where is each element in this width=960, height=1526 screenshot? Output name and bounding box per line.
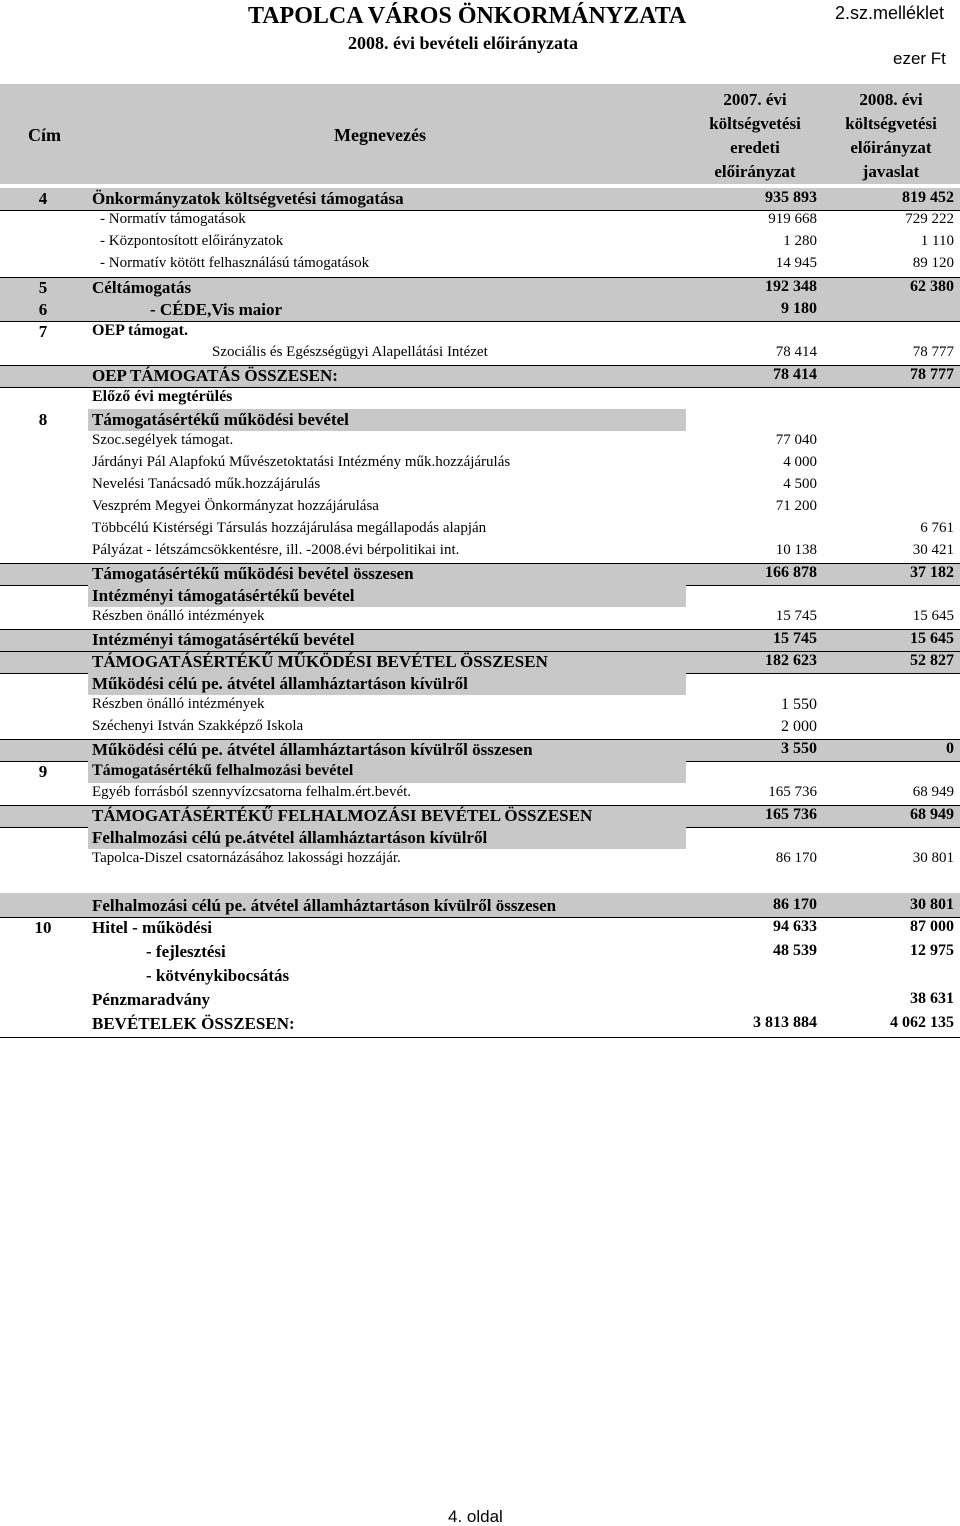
value-2008-cell: 30 421 <box>912 542 954 558</box>
value-2007-cell: 86 170 <box>775 850 817 866</box>
value-2008-cell: 78 777 <box>912 344 954 360</box>
cim-cell: 4 <box>38 189 48 208</box>
cim-cell: 6 <box>38 300 48 319</box>
value-2007-cell: 1 280 <box>783 233 817 249</box>
column-header-name: Megnevezés <box>334 125 426 145</box>
value-2007-cell: 78 414 <box>773 366 817 383</box>
value-2007-cell: 77 040 <box>775 432 817 448</box>
unit-label: ezer Ft <box>893 49 946 68</box>
value-2008-cell: 15 645 <box>910 630 954 647</box>
name-cell: - Központosított előirányzatok <box>100 233 284 249</box>
cim-cell: 8 <box>38 410 48 429</box>
value-2007-cell: 4 000 <box>783 454 817 470</box>
column-header-2008-l4: javaslat <box>862 162 920 181</box>
value-2007-cell: 935 893 <box>765 189 817 206</box>
value-2008-cell: 0 <box>946 740 954 757</box>
value-2007-cell: 4 500 <box>783 476 817 492</box>
value-2007-cell: 192 348 <box>765 278 817 295</box>
column-header-2008-l2: költségvetési <box>845 114 937 133</box>
value-2007-cell: 165 736 <box>768 784 817 800</box>
name-cell: Támogatásértékű felhalmozási bevétel <box>92 762 354 779</box>
name-cell: Részben önálló intézmények <box>92 696 265 712</box>
column-header-2008-l3: előirányzat <box>850 138 932 157</box>
value-2007-cell: 2 000 <box>781 718 817 735</box>
cim-cell: 5 <box>38 278 48 297</box>
value-2007-cell: 3 813 884 <box>753 1014 817 1031</box>
value-2007-cell: 14 945 <box>775 255 817 271</box>
value-2007-cell: 94 633 <box>773 918 817 935</box>
value-2008-cell: 87 000 <box>910 918 954 935</box>
value-2008-cell: 12 975 <box>910 942 954 959</box>
column-header-2007-l3: eredeti <box>730 138 780 157</box>
value-2008-cell: 52 827 <box>910 652 954 669</box>
value-2007-cell: 15 745 <box>775 608 817 624</box>
value-2008-cell: 62 380 <box>910 278 954 295</box>
name-cell: - fejlesztési <box>146 942 226 961</box>
cim-cell: 9 <box>38 762 48 781</box>
value-2008-cell: 37 182 <box>910 564 954 581</box>
value-2008-cell: 729 222 <box>905 211 954 227</box>
value-2007-cell: 10 138 <box>775 542 817 558</box>
name-cell: - kötvénykibocsátás <box>146 966 290 985</box>
value-2007-cell: 1 550 <box>781 696 817 713</box>
name-cell: Intézményi támogatásértékű bevétel <box>92 630 355 649</box>
page-subtitle: 2008. évi bevételi előirányzata <box>348 33 578 53</box>
name-cell: Felhalmozási célú pe. átvétel államháztartáson kívülről összesen <box>92 896 557 915</box>
value-2007-cell: 78 414 <box>775 344 817 360</box>
name-cell: OEP TÁMOGATÁS ÖSSZESEN: <box>92 366 338 385</box>
value-2008-cell: 30 801 <box>910 896 954 913</box>
name-cell: Szociális és Egészségügyi Alapellátási Intézet <box>212 344 488 360</box>
name-cell: Működési célú pe. átvétel államháztartáson kívülről <box>92 674 468 693</box>
name-cell: Önkormányzatok költségvetési támogatása <box>92 189 404 208</box>
name-cell: BEVÉTELEK ÖSSZESEN: <box>92 1014 295 1033</box>
value-2007-cell: 15 745 <box>773 630 817 647</box>
name-cell: - Normatív kötött felhasználású támogatások <box>100 255 370 271</box>
page-number: 4. oldal <box>448 1507 503 1526</box>
column-header-2007-l1: 2007. évi <box>723 90 787 109</box>
value-2007-cell: 919 668 <box>768 211 817 227</box>
name-cell: - CÉDE,Vis maior <box>150 300 283 319</box>
value-2007-cell: 9 180 <box>781 300 817 317</box>
name-cell: Hitel - működési <box>92 918 212 937</box>
rule <box>0 1037 960 1038</box>
name-cell: TÁMOGATÁSÉRTÉKŰ MŰKÖDÉSI BEVÉTEL ÖSSZESEN <box>92 652 548 671</box>
name-cell: Céltámogatás <box>92 278 192 297</box>
name-cell: Pályázat - létszámcsökkentésre, ill. -2008.évi bérpolitikai int. <box>92 542 460 558</box>
name-cell: OEP támogat. <box>92 322 188 339</box>
name-cell: Támogatásértékű működési bevétel összesen <box>92 564 414 583</box>
name-cell: Intézményi támogatásértékű bevétel <box>92 586 355 605</box>
name-cell: Tapolca-Diszel csatornázásához lakossági hozzájár. <box>92 850 401 866</box>
value-2008-cell: 38 631 <box>910 990 954 1007</box>
name-cell: - Normatív támogatások <box>100 211 246 227</box>
value-2008-cell: 15 645 <box>912 608 954 624</box>
name-cell: Felhalmozási célú pe.átvétel államháztartáson kívülről <box>92 828 488 847</box>
value-2007-cell: 182 623 <box>765 652 817 669</box>
name-cell: Szoc.segélyek támogat. <box>92 432 234 448</box>
name-cell: Előző évi megtérülés <box>92 388 233 405</box>
cim-cell: 7 <box>38 322 48 341</box>
value-2008-cell: 30 801 <box>912 850 954 866</box>
name-cell: Nevelési Tanácsadó műk.hozzájárulás <box>92 476 321 492</box>
column-header-2007-l4: előirányzat <box>714 162 796 181</box>
name-cell: TÁMOGATÁSÉRTÉKŰ FELHALMOZÁSI BEVÉTEL ÖSSZESEN <box>92 806 593 825</box>
value-2007-cell: 166 878 <box>765 564 817 581</box>
value-2007-cell: 71 200 <box>775 498 817 514</box>
name-cell: Támogatásértékű működési bevétel <box>92 410 349 429</box>
name-cell: Járdányi Pál Alapfokú Művészetoktatási Intézmény műk.hozzájárulás <box>92 454 511 470</box>
value-2008-cell: 68 949 <box>910 806 954 823</box>
value-2008-cell: 1 110 <box>920 233 954 249</box>
value-2007-cell: 165 736 <box>765 806 817 823</box>
value-2008-cell: 89 120 <box>912 255 954 271</box>
name-cell: Veszprém Megyei Önkormányzat hozzájárulása <box>92 498 379 514</box>
value-2008-cell: 68 949 <box>912 784 954 800</box>
cim-cell: 10 <box>34 918 52 937</box>
name-cell: Egyéb forrásból szennyvízcsatorna felhalm.ért.bevét. <box>92 784 412 800</box>
column-header-2007-l2: költségvetési <box>709 114 801 133</box>
value-2007-cell: 3 550 <box>781 740 817 757</box>
column-header-cim: Cím <box>28 125 61 145</box>
column-header-2008-l1: 2008. évi <box>859 90 923 109</box>
annex-label: 2.sz.melléklet <box>835 3 945 23</box>
page-title: TAPOLCA VÁROS ÖNKORMÁNYZATA <box>248 3 687 29</box>
value-2008-cell: 6 761 <box>920 520 954 536</box>
value-2007-cell: 86 170 <box>773 896 817 913</box>
value-2008-cell: 4 062 135 <box>890 1014 954 1031</box>
name-cell: Működési célú pe. átvétel államháztartáson kívülről összesen <box>92 740 533 759</box>
name-cell: Pénzmaradvány <box>92 990 211 1009</box>
value-2008-cell: 78 777 <box>910 366 954 383</box>
value-2008-cell: 819 452 <box>902 189 954 206</box>
name-cell: Többcélú Kistérségi Társulás hozzájárulása megállapodás alapján <box>92 520 487 536</box>
name-cell: Széchenyi István Szakképző Iskola <box>92 718 304 734</box>
name-cell: Részben önálló intézmények <box>92 608 265 624</box>
value-2007-cell: 48 539 <box>773 942 817 959</box>
